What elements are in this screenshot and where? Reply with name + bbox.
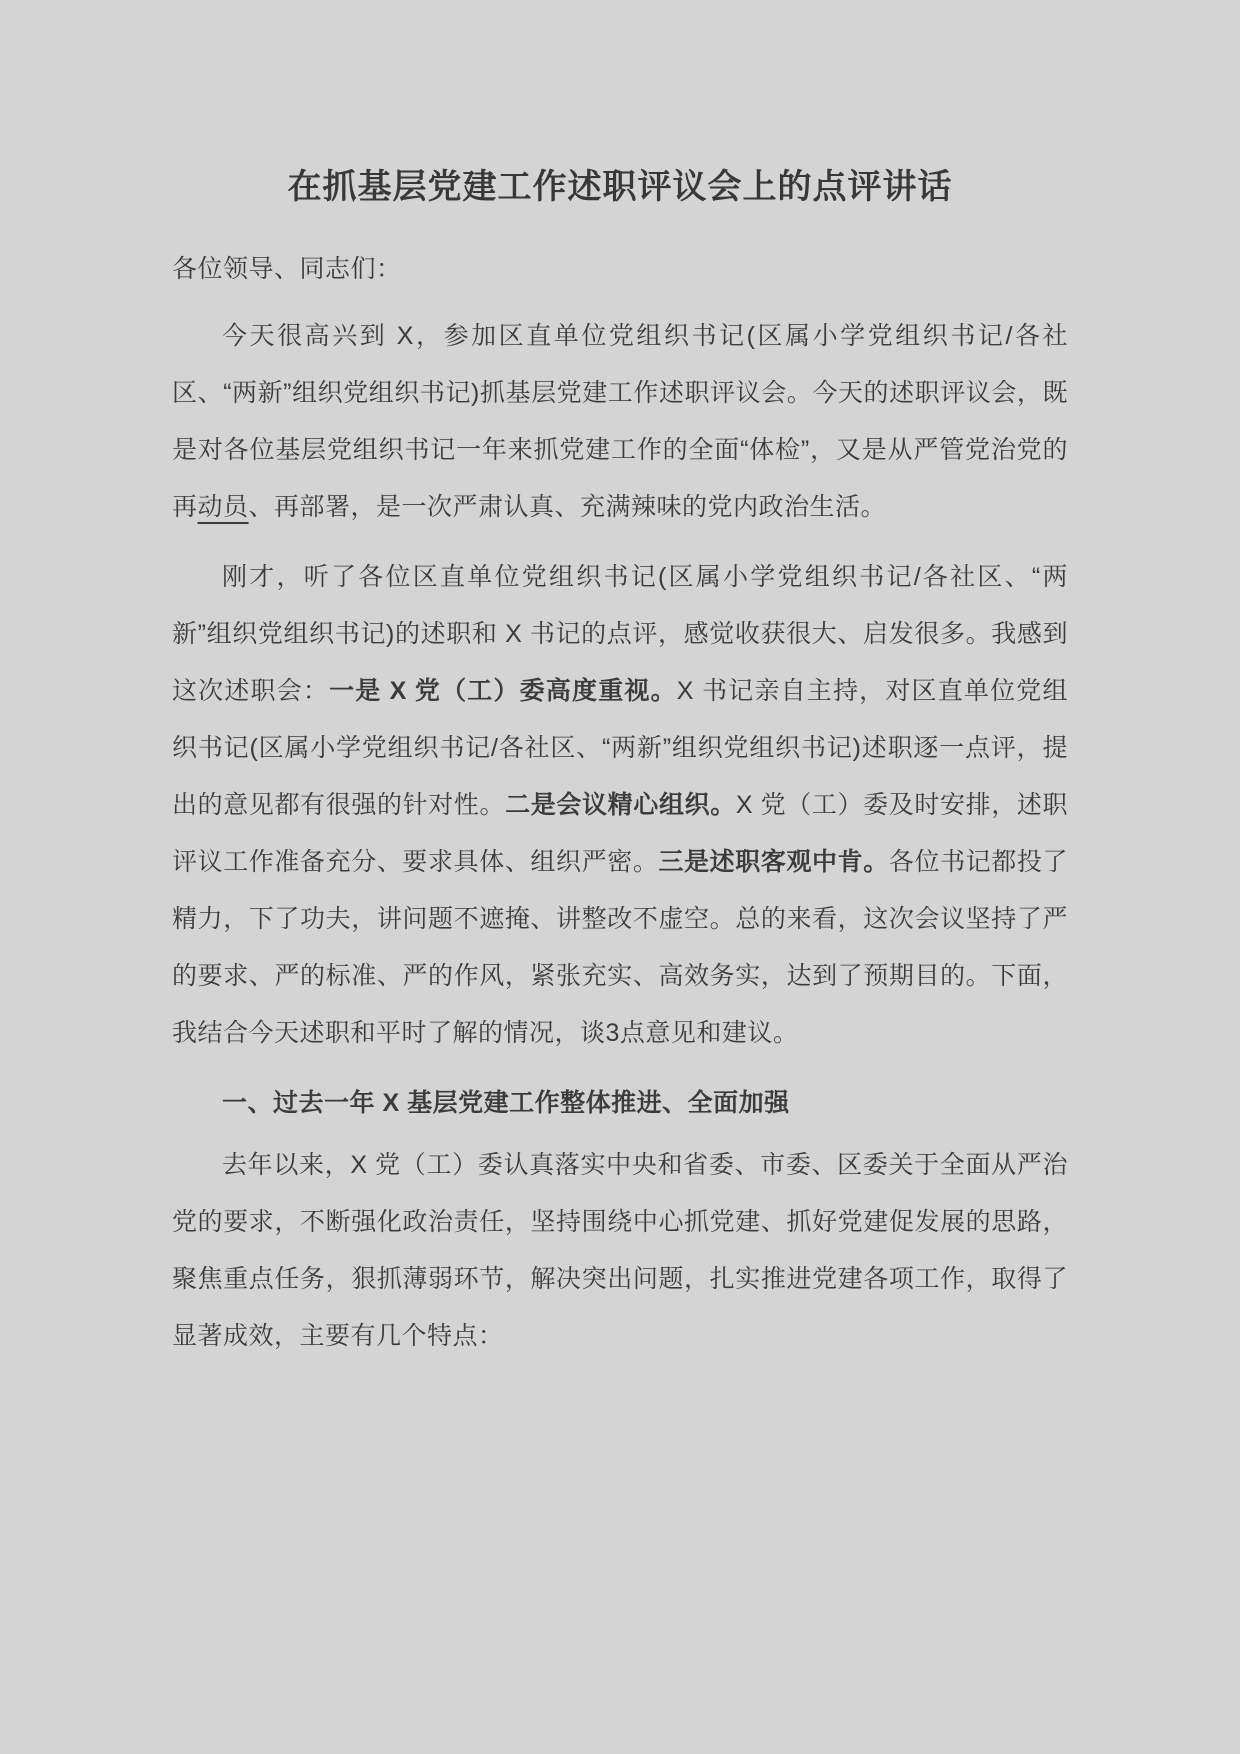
opening-text-before-underline: 今天很高兴到 X，参加区直单位党组织书记(区属小学党组织书记/各社区、“两新”组织党组织书记)抓基层党建工作述职评议会。今天的述职评议会，既是对各位基层党组织书记一年来抓党建工作的全面“体检”，又是从严管党治党的再 [172, 322, 1068, 521]
paragraph-review [172, 549, 1068, 1062]
salutation-line: 各位领导、同志们： [172, 255, 402, 283]
paragraph-opening [172, 308, 1068, 536]
review-point3-heading: 三是述职客观中肯。 [658, 848, 889, 876]
review-point1-heading: 一是 X 党（工）委高度重视。 [329, 677, 677, 705]
review-point2-heading: 二是会议精心组织。 [505, 791, 736, 819]
review-point3-text: 各位书记都投了精力，下了功夫，讲问题不遮掩、讲整改不虚空。总的来看，这次会议坚持了严的要求、严的标准、严的作风，紧张充实、高效务实，达到了预期目的。下面，我结合今天述职和平时了解的情况，谈3点意见和建议。 [172, 848, 1068, 1047]
opening-text-after-underline: 、再部署，是一次严肃认真、充满辣味的党内政治生活。 [248, 493, 887, 521]
section-1-heading: 一、过去一年 X 基层党建工作整体推进、全面加强 [222, 1089, 790, 1117]
review-point1-text: X 书记亲自主持，对区直单位党组织书记(区属小学党组织书记/各社区、“两新”组织党组织书记)述职逐一点评，提出的意见都有很强的针对性。 [172, 677, 1068, 819]
document-title: 在抓基层党建工作述职评议会上的点评讲话 [287, 168, 953, 206]
review-point2-text: X 党（工）委及时安排，述职评议工作准备充分、要求具体、组织严密。 [172, 791, 1068, 876]
opening-underlined-word: 动员 [197, 493, 249, 521]
review-intro-text: 刚才，听了各位区直单位党组织书记(区属小学党组织书记/各社区、“两新”组织党组织书记)的述职和 X 书记的点评，感觉收获很大、启发很多。我感到这次述职会： [172, 563, 1068, 705]
paragraph-section-1-intro: 去年以来，X 党（工）委认真落实中央和省委、市委、区委关于全面从严治党的要求，不断强化政治责任，坚持围绕中心抓党建、抓好党建促发展的思路，聚焦重点任务，狠抓薄弱环节，解决突出问题，扎实推进党建各项工作，取得了显著成效，主要有几个特点： [172, 1151, 1068, 1350]
